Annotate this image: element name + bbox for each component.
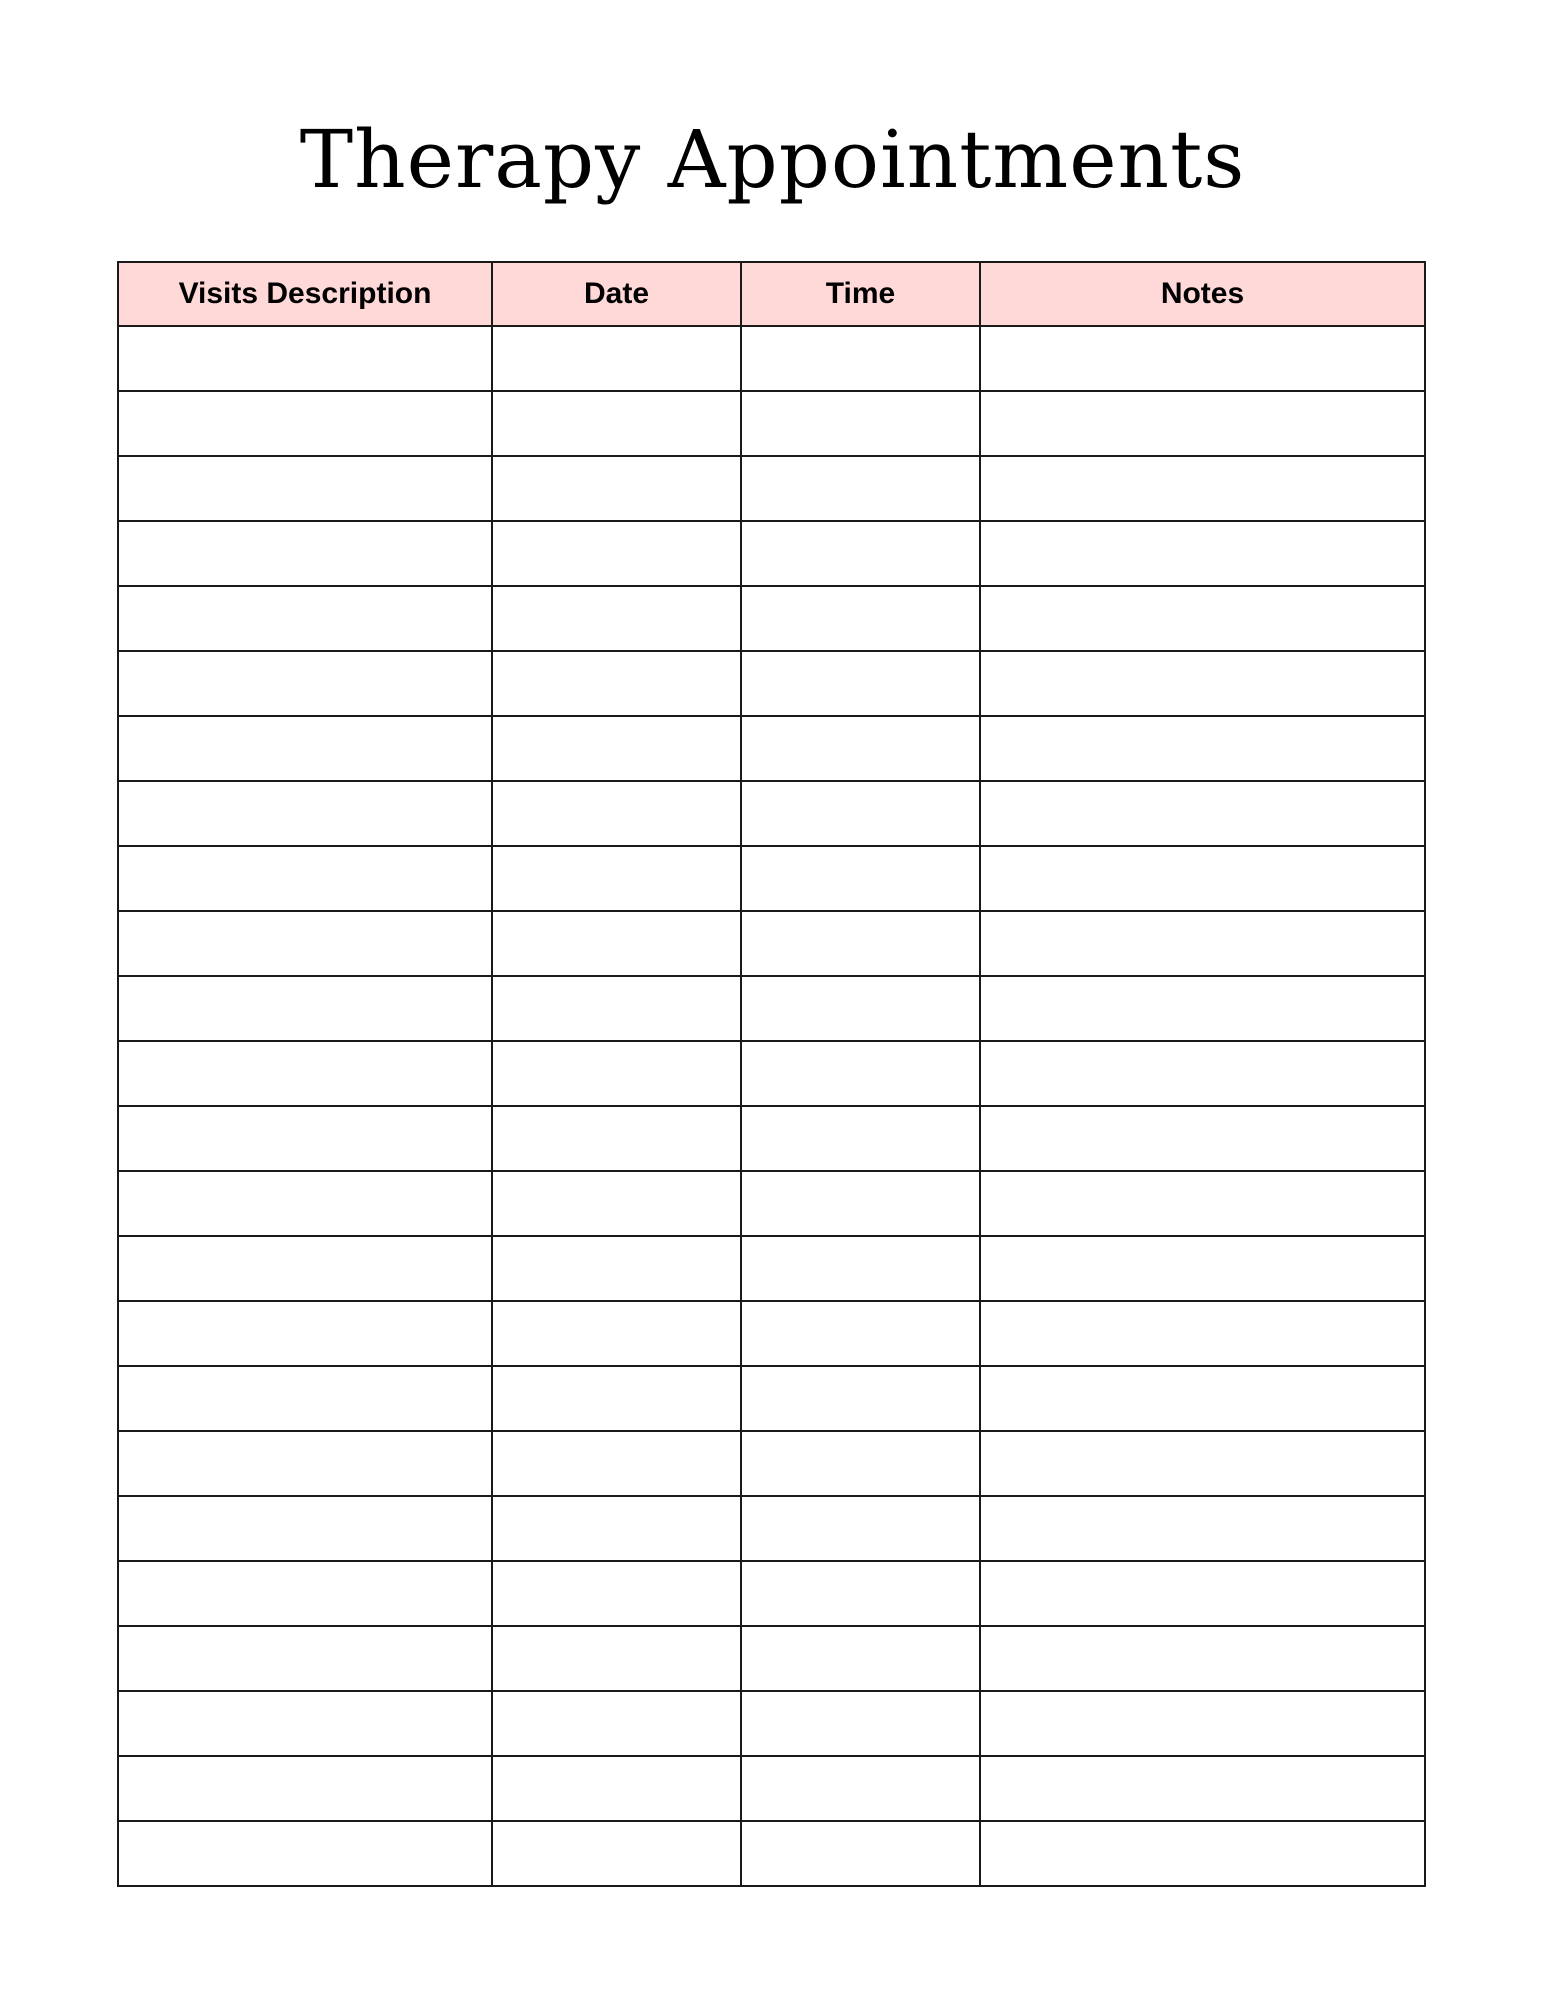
table-row xyxy=(118,1236,1425,1301)
date-cell[interactable] xyxy=(492,911,741,976)
visits-description-cell[interactable] xyxy=(118,1821,492,1886)
date-cell[interactable] xyxy=(492,1756,741,1821)
table-row xyxy=(118,911,1425,976)
time-cell[interactable] xyxy=(741,976,980,1041)
column-header-date: Date xyxy=(492,262,741,326)
notes-cell[interactable] xyxy=(980,781,1425,846)
date-cell[interactable] xyxy=(492,1236,741,1301)
time-cell[interactable] xyxy=(741,1236,980,1301)
date-cell[interactable] xyxy=(492,1431,741,1496)
table-row xyxy=(118,586,1425,651)
notes-cell[interactable] xyxy=(980,1106,1425,1171)
table-row xyxy=(118,1041,1425,1106)
date-cell[interactable] xyxy=(492,1821,741,1886)
time-cell[interactable] xyxy=(741,1756,980,1821)
table-row xyxy=(118,1626,1425,1691)
notes-cell[interactable] xyxy=(980,716,1425,781)
notes-cell[interactable] xyxy=(980,1496,1425,1561)
date-cell[interactable] xyxy=(492,781,741,846)
time-cell[interactable] xyxy=(741,1431,980,1496)
table-body xyxy=(118,326,1425,1886)
table-row xyxy=(118,716,1425,781)
time-cell[interactable] xyxy=(741,456,980,521)
appointments-table xyxy=(117,261,1426,1887)
time-cell[interactable] xyxy=(741,1691,980,1756)
table-row xyxy=(118,1366,1425,1431)
date-cell[interactable] xyxy=(492,1366,741,1431)
table-row xyxy=(118,521,1425,586)
notes-cell[interactable] xyxy=(980,1431,1425,1496)
date-cell[interactable] xyxy=(492,976,741,1041)
visits-description-cell[interactable] xyxy=(118,586,492,651)
table-row xyxy=(118,1171,1425,1236)
notes-cell[interactable] xyxy=(980,1041,1425,1106)
notes-cell[interactable] xyxy=(980,846,1425,911)
notes-cell[interactable] xyxy=(980,456,1425,521)
visits-description-cell[interactable] xyxy=(118,521,492,586)
date-cell[interactable] xyxy=(492,1171,741,1236)
table-row xyxy=(118,1691,1425,1756)
table-row xyxy=(118,1821,1425,1886)
time-cell[interactable] xyxy=(741,911,980,976)
visits-description-cell[interactable] xyxy=(118,391,492,456)
table-row xyxy=(118,846,1425,911)
visits-description-cell[interactable] xyxy=(118,326,492,391)
time-cell[interactable] xyxy=(741,1626,980,1691)
time-cell[interactable] xyxy=(741,716,980,781)
visits-description-cell[interactable] xyxy=(118,1431,492,1496)
time-cell[interactable] xyxy=(741,1366,980,1431)
table-row xyxy=(118,456,1425,521)
visits-description-cell[interactable] xyxy=(118,1561,492,1626)
table-row xyxy=(118,326,1425,391)
visits-description-cell[interactable] xyxy=(118,911,492,976)
time-cell[interactable] xyxy=(741,326,980,391)
time-cell[interactable] xyxy=(741,1106,980,1171)
notes-cell[interactable] xyxy=(980,1691,1425,1756)
column-header-visits-description: Visits Description xyxy=(118,262,492,326)
table-row xyxy=(118,1431,1425,1496)
date-cell[interactable] xyxy=(492,521,741,586)
date-cell[interactable] xyxy=(492,716,741,781)
notes-cell[interactable] xyxy=(980,1626,1425,1691)
time-cell[interactable] xyxy=(741,1171,980,1236)
column-header-notes: Notes xyxy=(980,262,1425,326)
notes-cell[interactable] xyxy=(980,1821,1425,1886)
visits-description-cell[interactable] xyxy=(118,1756,492,1821)
visits-description-cell[interactable] xyxy=(118,781,492,846)
time-cell[interactable] xyxy=(741,1821,980,1886)
date-cell[interactable] xyxy=(492,1691,741,1756)
date-cell[interactable] xyxy=(492,1301,741,1366)
notes-cell[interactable] xyxy=(980,1171,1425,1236)
notes-cell[interactable] xyxy=(980,1301,1425,1366)
table-row xyxy=(118,1301,1425,1366)
date-cell[interactable] xyxy=(492,326,741,391)
visits-description-cell[interactable] xyxy=(118,976,492,1041)
date-cell[interactable] xyxy=(492,1626,741,1691)
visits-description-cell[interactable] xyxy=(118,846,492,911)
header-row xyxy=(118,262,1425,326)
date-cell[interactable] xyxy=(492,456,741,521)
page-title: Therapy Appointments xyxy=(299,113,1246,206)
date-cell[interactable] xyxy=(492,1041,741,1106)
table-row xyxy=(118,1756,1425,1821)
visits-description-cell[interactable] xyxy=(118,1366,492,1431)
notes-cell[interactable] xyxy=(980,521,1425,586)
time-cell[interactable] xyxy=(741,846,980,911)
visits-description-cell[interactable] xyxy=(118,1691,492,1756)
visits-description-cell[interactable] xyxy=(118,1626,492,1691)
column-header-time: Time xyxy=(741,262,980,326)
visits-description-cell[interactable] xyxy=(118,1171,492,1236)
time-cell[interactable] xyxy=(741,391,980,456)
time-cell[interactable] xyxy=(741,521,980,586)
table-row xyxy=(118,1561,1425,1626)
table-header xyxy=(118,262,1425,326)
date-cell[interactable] xyxy=(492,391,741,456)
time-cell[interactable] xyxy=(741,586,980,651)
notes-cell[interactable] xyxy=(980,1366,1425,1431)
notes-cell[interactable] xyxy=(980,1756,1425,1821)
table-row xyxy=(118,651,1425,716)
time-cell[interactable] xyxy=(741,1041,980,1106)
date-cell[interactable] xyxy=(492,1496,741,1561)
notes-cell[interactable] xyxy=(980,976,1425,1041)
table-row xyxy=(118,1496,1425,1561)
notes-cell[interactable] xyxy=(980,391,1425,456)
notes-cell[interactable] xyxy=(980,651,1425,716)
visits-description-cell[interactable] xyxy=(118,1496,492,1561)
visits-description-cell[interactable] xyxy=(118,651,492,716)
date-cell[interactable] xyxy=(492,1561,741,1626)
table-row xyxy=(118,391,1425,456)
visits-description-cell[interactable] xyxy=(118,1041,492,1106)
visits-description-cell[interactable] xyxy=(118,1301,492,1366)
date-cell[interactable] xyxy=(492,1106,741,1171)
visits-description-cell[interactable] xyxy=(118,1106,492,1171)
date-cell[interactable] xyxy=(492,651,741,716)
time-cell[interactable] xyxy=(741,651,980,716)
table-row xyxy=(118,976,1425,1041)
notes-cell[interactable] xyxy=(980,326,1425,391)
time-cell[interactable] xyxy=(741,1301,980,1366)
visits-description-cell[interactable] xyxy=(118,1236,492,1301)
table-row xyxy=(118,1106,1425,1171)
notes-cell[interactable] xyxy=(980,1561,1425,1626)
visits-description-cell[interactable] xyxy=(118,456,492,521)
notes-cell[interactable] xyxy=(980,586,1425,651)
visits-description-cell[interactable] xyxy=(118,716,492,781)
time-cell[interactable] xyxy=(741,1496,980,1561)
table-row xyxy=(118,781,1425,846)
time-cell[interactable] xyxy=(741,1561,980,1626)
notes-cell[interactable] xyxy=(980,911,1425,976)
date-cell[interactable] xyxy=(492,586,741,651)
date-cell[interactable] xyxy=(492,846,741,911)
time-cell[interactable] xyxy=(741,781,980,846)
notes-cell[interactable] xyxy=(980,1236,1425,1301)
